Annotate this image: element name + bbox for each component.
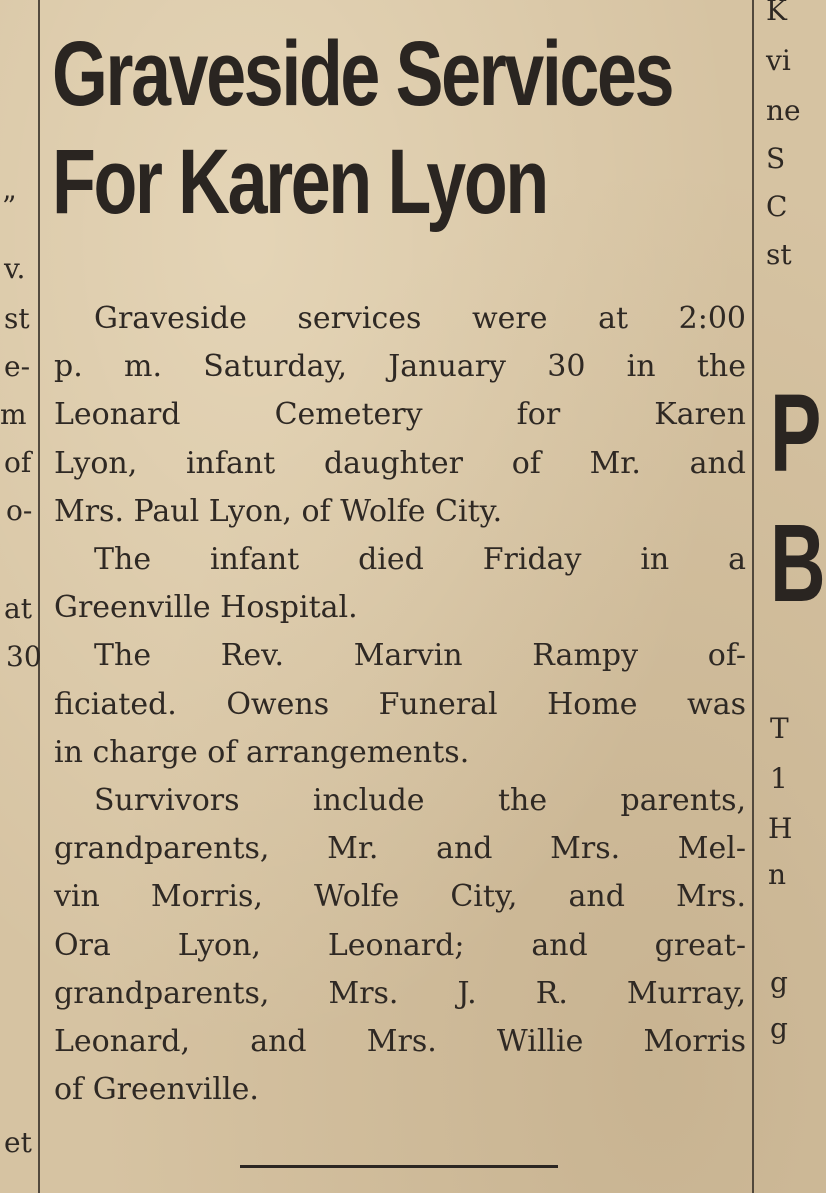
fragment-text: e- — [4, 350, 31, 383]
fragment-text: K — [766, 0, 787, 27]
body-line: of Greenville. — [54, 1072, 259, 1108]
headline-line: For Karen Lyon — [52, 131, 547, 233]
fragment-text: g — [770, 1012, 788, 1045]
body-line: Mrs. Paul Lyon, of Wolfe City. — [54, 493, 503, 529]
fragment-text: st — [766, 238, 792, 271]
fragment-text: o- — [6, 494, 33, 527]
body-line: in charge of arrangements. — [54, 734, 470, 770]
body-line: Lyon, infant daughter of Mr. and — [54, 445, 746, 481]
body-line: The infant died Friday in a — [94, 542, 746, 578]
body-line: grandparents, Mrs. J. R. Murray, — [54, 975, 746, 1011]
body-line: grandparents, Mr. and Mrs. Mel- — [54, 831, 746, 867]
body-line: The Rev. Marvin Rampy of- — [94, 638, 746, 674]
fragment-text: T — [770, 712, 789, 745]
body-line: Leonard Cemetery for Karen — [54, 397, 746, 433]
headline-line: Graveside Services — [52, 23, 673, 125]
fragment-text: of — [4, 446, 32, 479]
fragment-headline-letter: B — [770, 502, 826, 625]
fragment-text: S — [766, 142, 786, 175]
column-rule-right — [752, 0, 754, 1193]
fragment-text: vi — [766, 44, 791, 77]
fragment-text: ne — [766, 94, 801, 127]
body-line: ficiated. Owens Funeral Home was — [54, 686, 746, 722]
article-headline — [52, 20, 673, 236]
fragment-text: n — [768, 858, 787, 891]
fragment-text: C — [766, 190, 788, 223]
fragment-text: 30 — [6, 640, 42, 673]
fragment-text: m — [0, 398, 27, 431]
right-column-fragment — [756, 0, 826, 1193]
left-column-fragment — [0, 0, 42, 1193]
fragment-text: g — [770, 966, 788, 999]
fragment-text: ” — [2, 190, 17, 223]
fragment-headline-letter: P — [770, 372, 822, 495]
body-line: Greenville Hospital. — [54, 590, 358, 626]
fragment-text: et — [4, 1126, 32, 1159]
article-body — [54, 295, 746, 1114]
body-line: Graveside services were at 2:00 — [94, 301, 746, 336]
fragment-text: v. — [4, 252, 26, 285]
fragment-text: 1 — [770, 762, 788, 795]
body-line: Leonard, and Mrs. Willie Morris — [54, 1024, 746, 1060]
fragment-text: H — [768, 812, 793, 845]
article-end-rule — [240, 1165, 558, 1168]
column-rule-left — [38, 0, 40, 1193]
fragment-text: st — [4, 302, 30, 335]
body-line: p. m. Saturday, January 30 in the — [54, 349, 746, 385]
fragment-text: at — [4, 592, 32, 625]
body-line: Ora Lyon, Leonard; and great- — [54, 927, 746, 963]
body-line: Survivors include the parents, — [94, 783, 746, 819]
body-line: vin Morris, Wolfe City, and Mrs. — [54, 879, 746, 915]
